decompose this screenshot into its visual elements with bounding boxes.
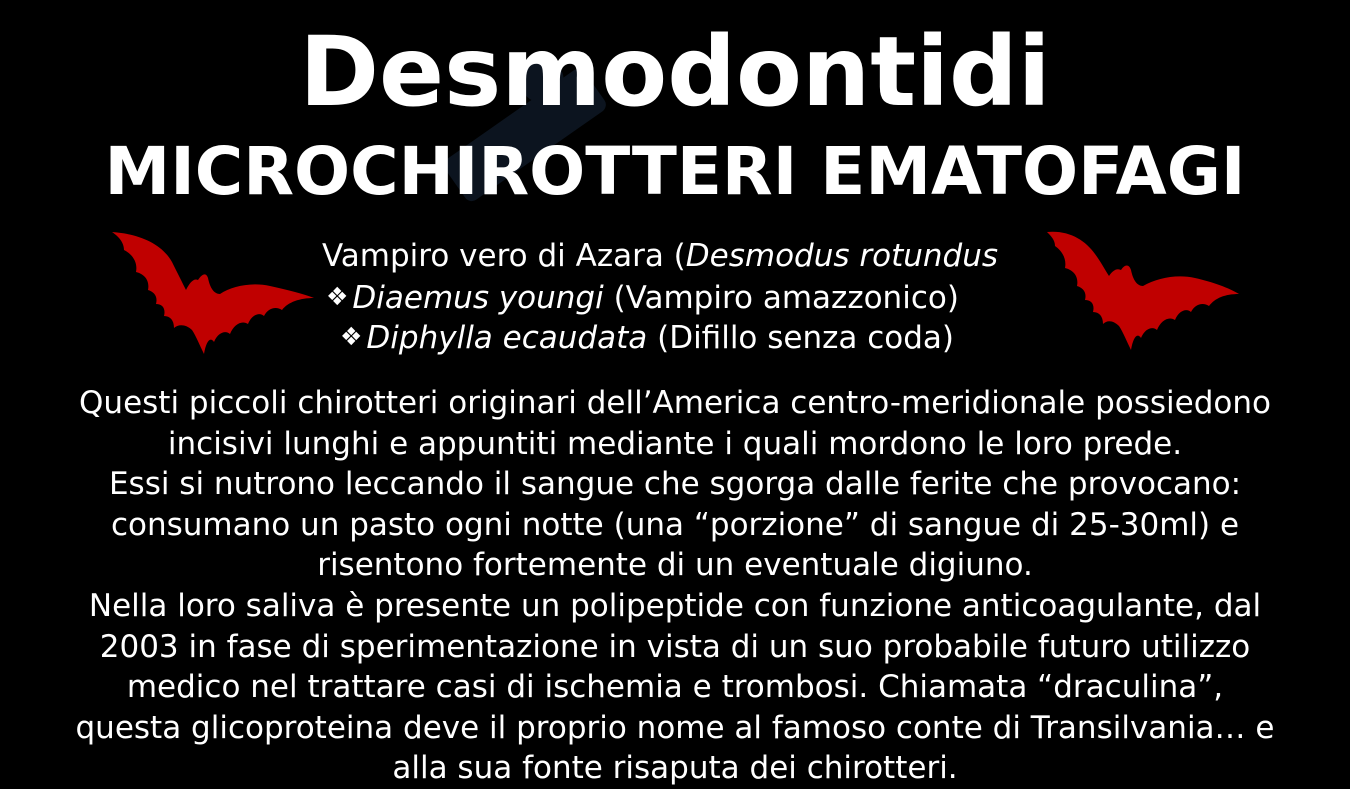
species-latin-name: Diphylla ecaudata (366, 320, 648, 356)
slide-subtitle: MICROCHIROTTERI EMATOFAGI (104, 133, 1246, 210)
species-common-name: (Vampiro amazzonico) (603, 280, 959, 316)
bat-icon (110, 228, 315, 362)
species-item (340, 317, 954, 358)
species-common-name: Vampiro vero di Azara ( (322, 238, 686, 274)
body-line: consumano un pasto ogni notte (una “porzione” di sangue di 25-30ml) e (110, 506, 1240, 543)
body-text (0, 383, 1350, 789)
species-item (322, 236, 1050, 276)
species-common-name: (Difillo senza coda) (647, 320, 955, 356)
body-line: Nella loro saliva è presente un polipeptide con funzione anticoagulante, dal (88, 587, 1262, 624)
body-line: 2003 in fase di sperimentazione in vista di un suo probabile futuro utilizzo (99, 628, 1251, 665)
body-line: medico nel trattare casi di ischemia e trombosi. Chiamata “draculina”, (126, 669, 1224, 706)
species-latin-name: Diaemus youngi (352, 280, 604, 316)
body-line: Essi si nutrono leccando il sangue che sgorga dalle ferite che provocano: (108, 466, 1242, 503)
species-item (326, 277, 959, 318)
body-line: alla sua fonte risaputa dei chirotteri. (392, 750, 958, 787)
bat-icon (1045, 228, 1240, 353)
body-line: Questi piccoli chirotteri originari dell’America centro-meridionale possiedono (79, 385, 1271, 421)
body-line: risentono fortemente di un eventuale digiuno. (317, 547, 1033, 584)
body-line: incisivi lunghi e appuntiti mediante i quali mordono le loro prede. (167, 425, 1183, 462)
slide-title: Desmodontidi (299, 16, 1051, 128)
diamond-bullet-icon: ❖ (326, 282, 349, 311)
species-latin-name: Desmodus rotundus (685, 238, 999, 274)
body-line: questa glicoproteina deve il proprio nome al famoso conte di Transilvania… e (75, 709, 1275, 746)
diamond-bullet-icon: ❖ (340, 322, 363, 351)
